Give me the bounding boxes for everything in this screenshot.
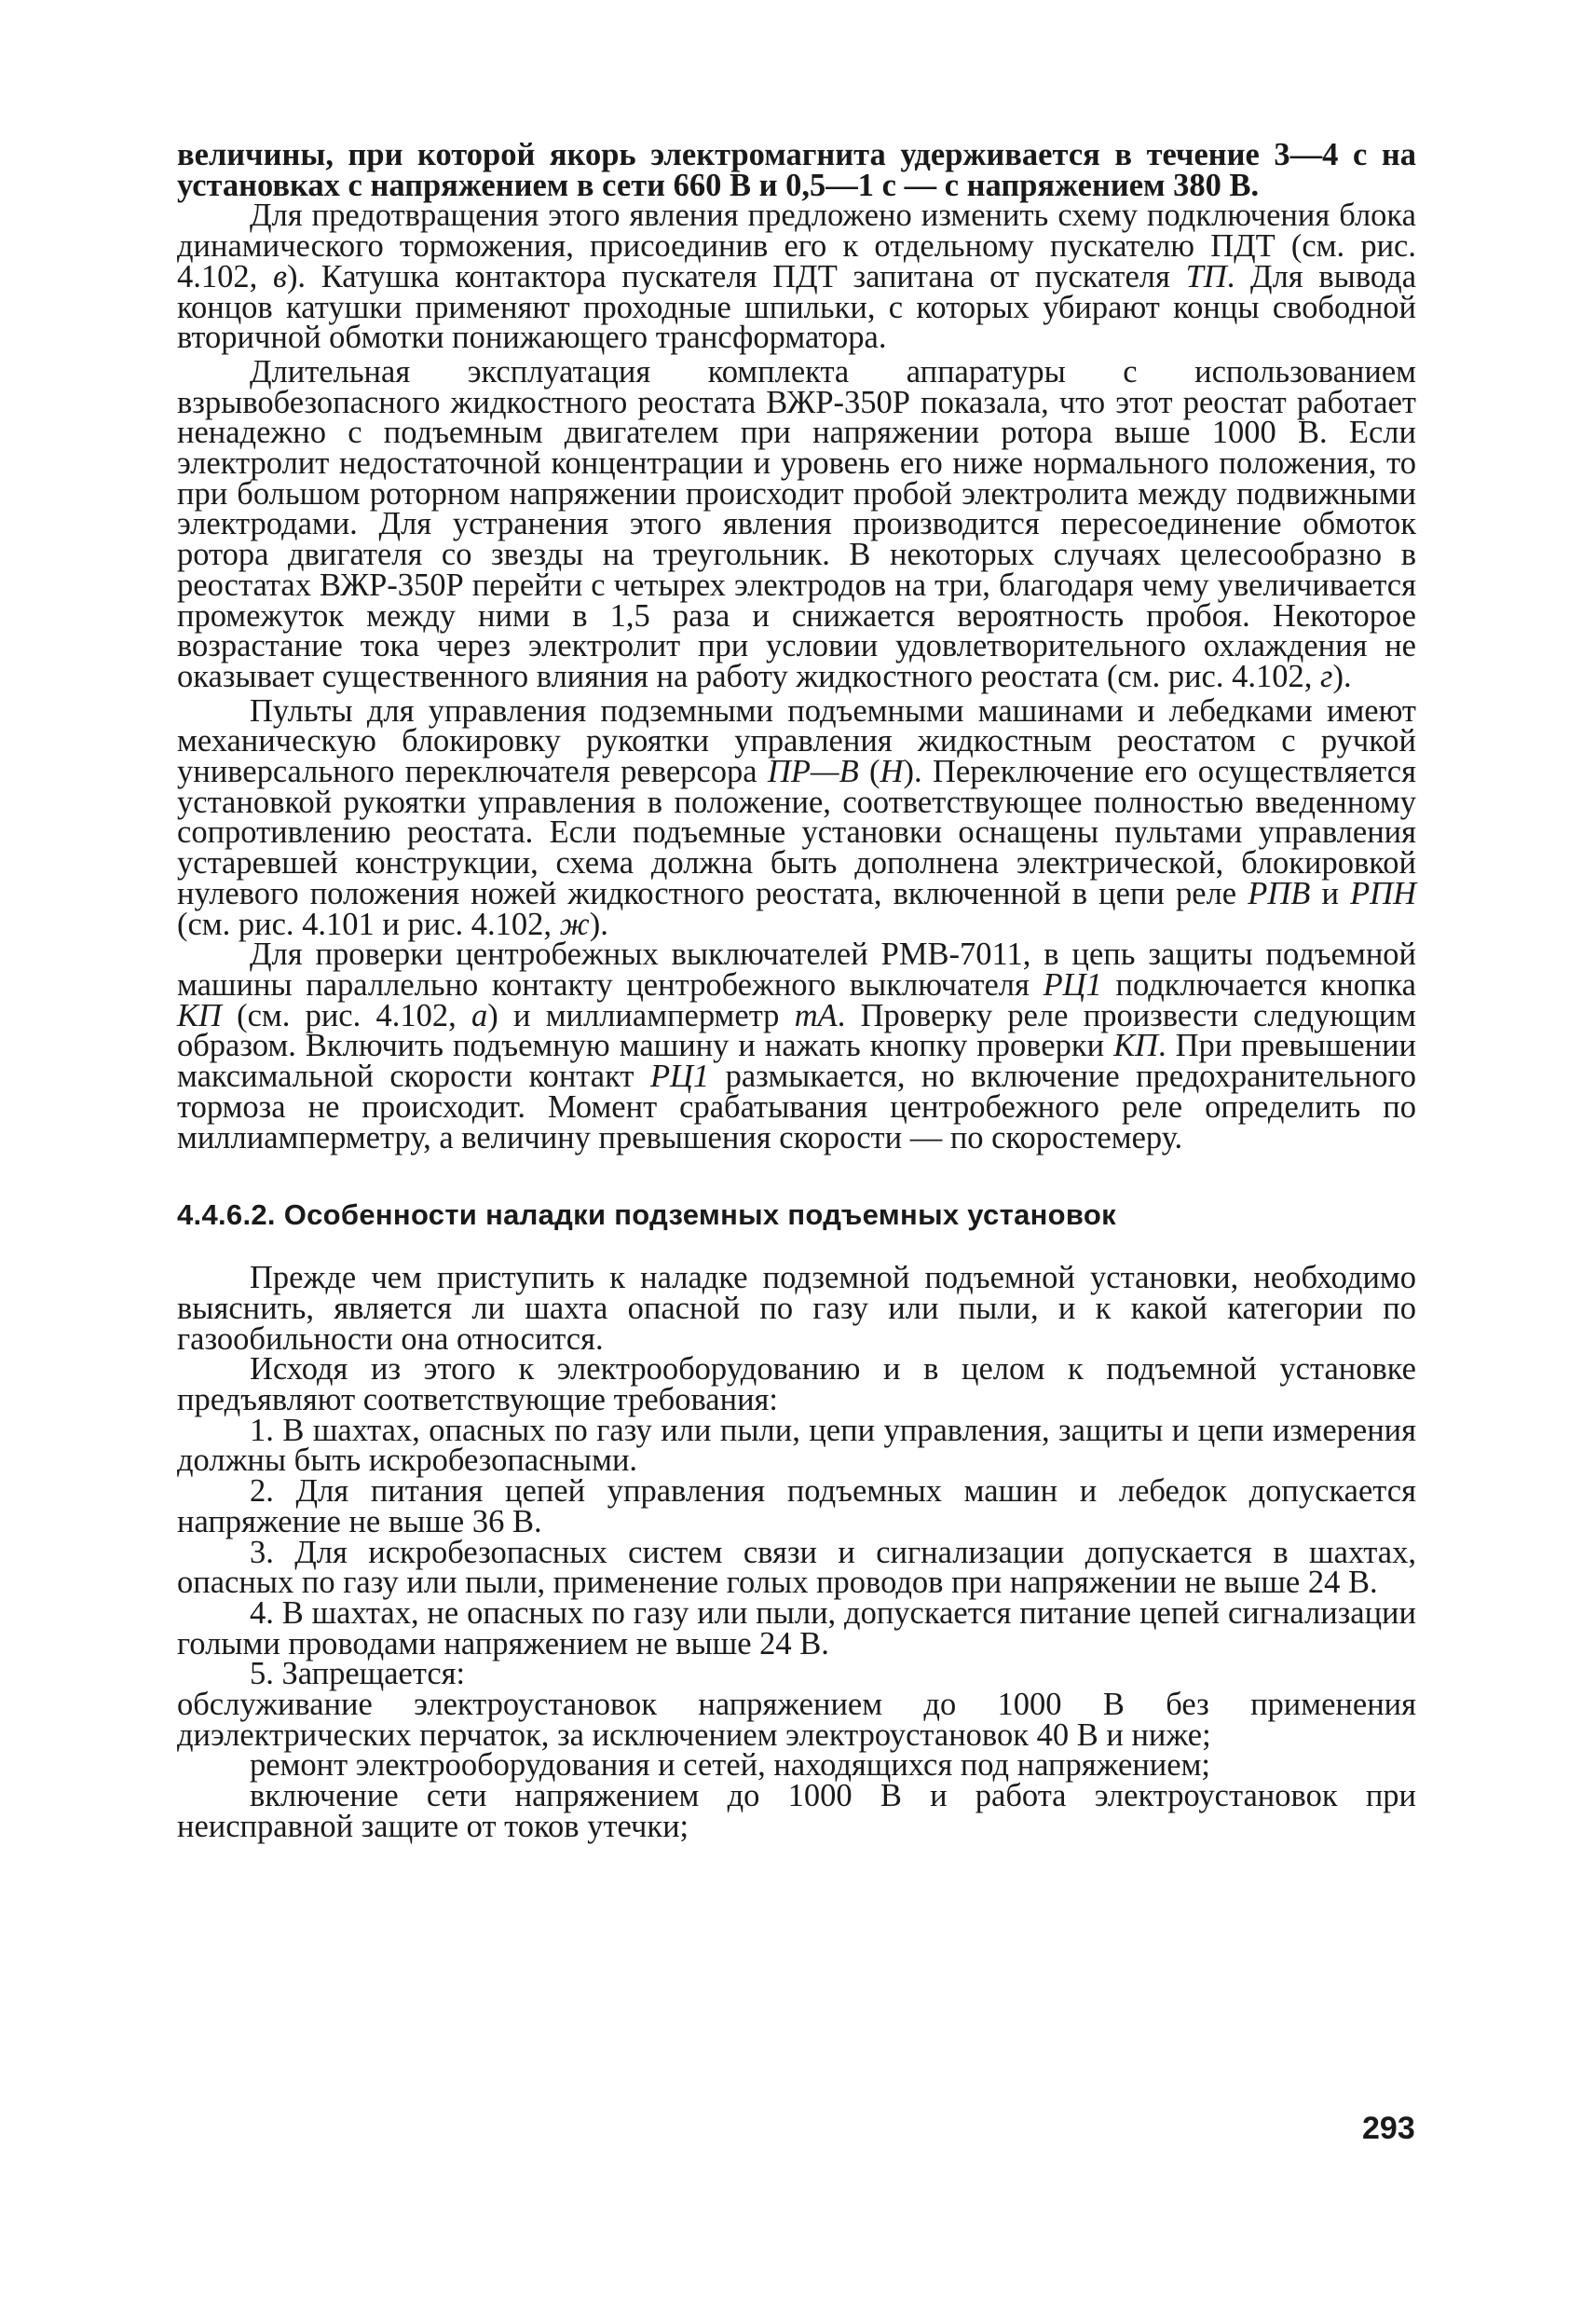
prohibition-item: ремонт электрооборудования и сетей, находящихся под напряжением; — [250, 1747, 1210, 1784]
section-paragraph-requirements: Исходя из этого к электрооборудованию и в целом к подъемной установке предъявляют соответствующие требования: — [177, 1351, 1416, 1418]
prohibition-item: включение сети напряжением до 1000 В и работа электроустановок при неисправной защите от токов утечки; — [177, 1778, 1416, 1844]
page-content — [177, 137, 1417, 1844]
list-item: 4. В шахтах, не опасных по газу или пыли, допускается питание цепей сигнализации голыми проводами напряжением не выше 24 В. — [177, 1594, 1416, 1661]
prohibition-item: обслуживание электроустановок напряжением до 1000 В без применения диэлектрических перчаток, за исключением электроустановок 40 В и ниже; — [177, 1687, 1416, 1753]
paragraph-continued: величины, при которой якорь электромагнита удерживается в течение 3—4 с на установках с напряжением в сети 660 В и 0,5—1 с — с напряжением 380 В. — [177, 137, 1416, 203]
paragraph-dynamic-braking: Для предотвращения этого явления предложено изменить схему подключения блока динамического торможения, присоединив его к отдельному пускателю ПДТ (см. рис. 4.102, в). Катушка контактора пускателя ПДТ запитана от пускателя ТП. Для вывода концов катушки применяют проходные шпильки, с которых убирают концы свободной вторичной обмотки понижающего трансформатора. — [177, 198, 1417, 356]
paragraph-control-panels: Пульты для управления подземными подъемными машинами и лебедками имеют механическую блокировку рукоятки управления жидкостным реостатом с ручкой универсального переключателя реверсора ПР—В (Н). Переключение его осуществляется установкой рукоятки управления в положение, соответствующее полностью введенному сопротивлению реостата. Если подъемные установки оснащены пультами управления устаревшей конструкции, схема должна быть дополнена электрической, блокировкой нулевого положения ножей жидкостного реостата, включенной в цепи реле РПВ и РПН (см. рис. 4.101 и рис. 4.102, ж). — [177, 692, 1416, 942]
section-paragraph-intro: Прежде чем приступить к наладке подземной подъемной установки, необходимо выяснить, является ли шахта опасной по газу или пыли, и к какой категории по газообильности она относится. — [177, 1260, 1416, 1357]
page-number: 293 — [1362, 2111, 1415, 2146]
list-item: 3. Для искробезопасных систем связи и сигнализации допускается в шахтах, опасных по газу или пыли, применение голых проводов при напряжении не выше 24 В. — [177, 1534, 1416, 1601]
list-item: 2. Для питания цепей управления подъемных машин и лебедок допускается напряжение не выше 36 В. — [177, 1473, 1416, 1539]
paragraph-centrifugal-switch: Для проверки центробежных выключателей РМВ-7011, в цепь защиты подъемной машины параллельно контакту центробежного выключателя РЦ1 подключается кнопка КП (см. рис. 4.102, а) и миллиамперметр mA. Проверку реле произвести следующим образом. Включить подъемную машину и нажать кнопку проверки КП. При превышении максимальной скорости контакт РЦ1 размыкается, но включение предохранительного тормоза не происходит. Момент срабатывания центробежного реле определить по миллиамперметру, а величину превышения скорости — по скоростемеру. — [177, 937, 1416, 1156]
paragraph-liquid-rheostat: Длительная эксплуатация комплекта аппаратуры с использованием взрывобезопасного жидкостного реостата ВЖР-350Р показала, что этот реостат работает ненадежно с подъемным двигателем при напряжении ротора выше 1000 В. Если электролит недостаточной концентрации и уровень его ниже нормального положения, то при большом роторном напряжении происходит пробой электролита между подвижными электродами. Для устранения этого явления производится пересоединение обмоток ротора двигателя со звезды на треугольник. В некоторых случаях целесообразно в реостатах ВЖР-350Р перейти с четырех электродов на три, благодаря чему увеличивается промежуток между ними в 1,5 раза и снижается вероятность пробоя. Некоторое возрастание тока через электролит при условии удовлетворительного охлаждения не оказывает существенного влияния на работу жидкостного реостата (см. рис. 4.102, г). — [177, 353, 1416, 694]
list-item: 1. В шахтах, опасных по газу или пыли, цепи управления, защиты и цепи измерения должны быть искробезопасными. — [177, 1412, 1416, 1479]
list-item: 5. Запрещается: — [250, 1656, 466, 1692]
section-heading: 4.4.6.2. Особенности наладки подземных подъемных установок — [177, 1198, 1116, 1232]
